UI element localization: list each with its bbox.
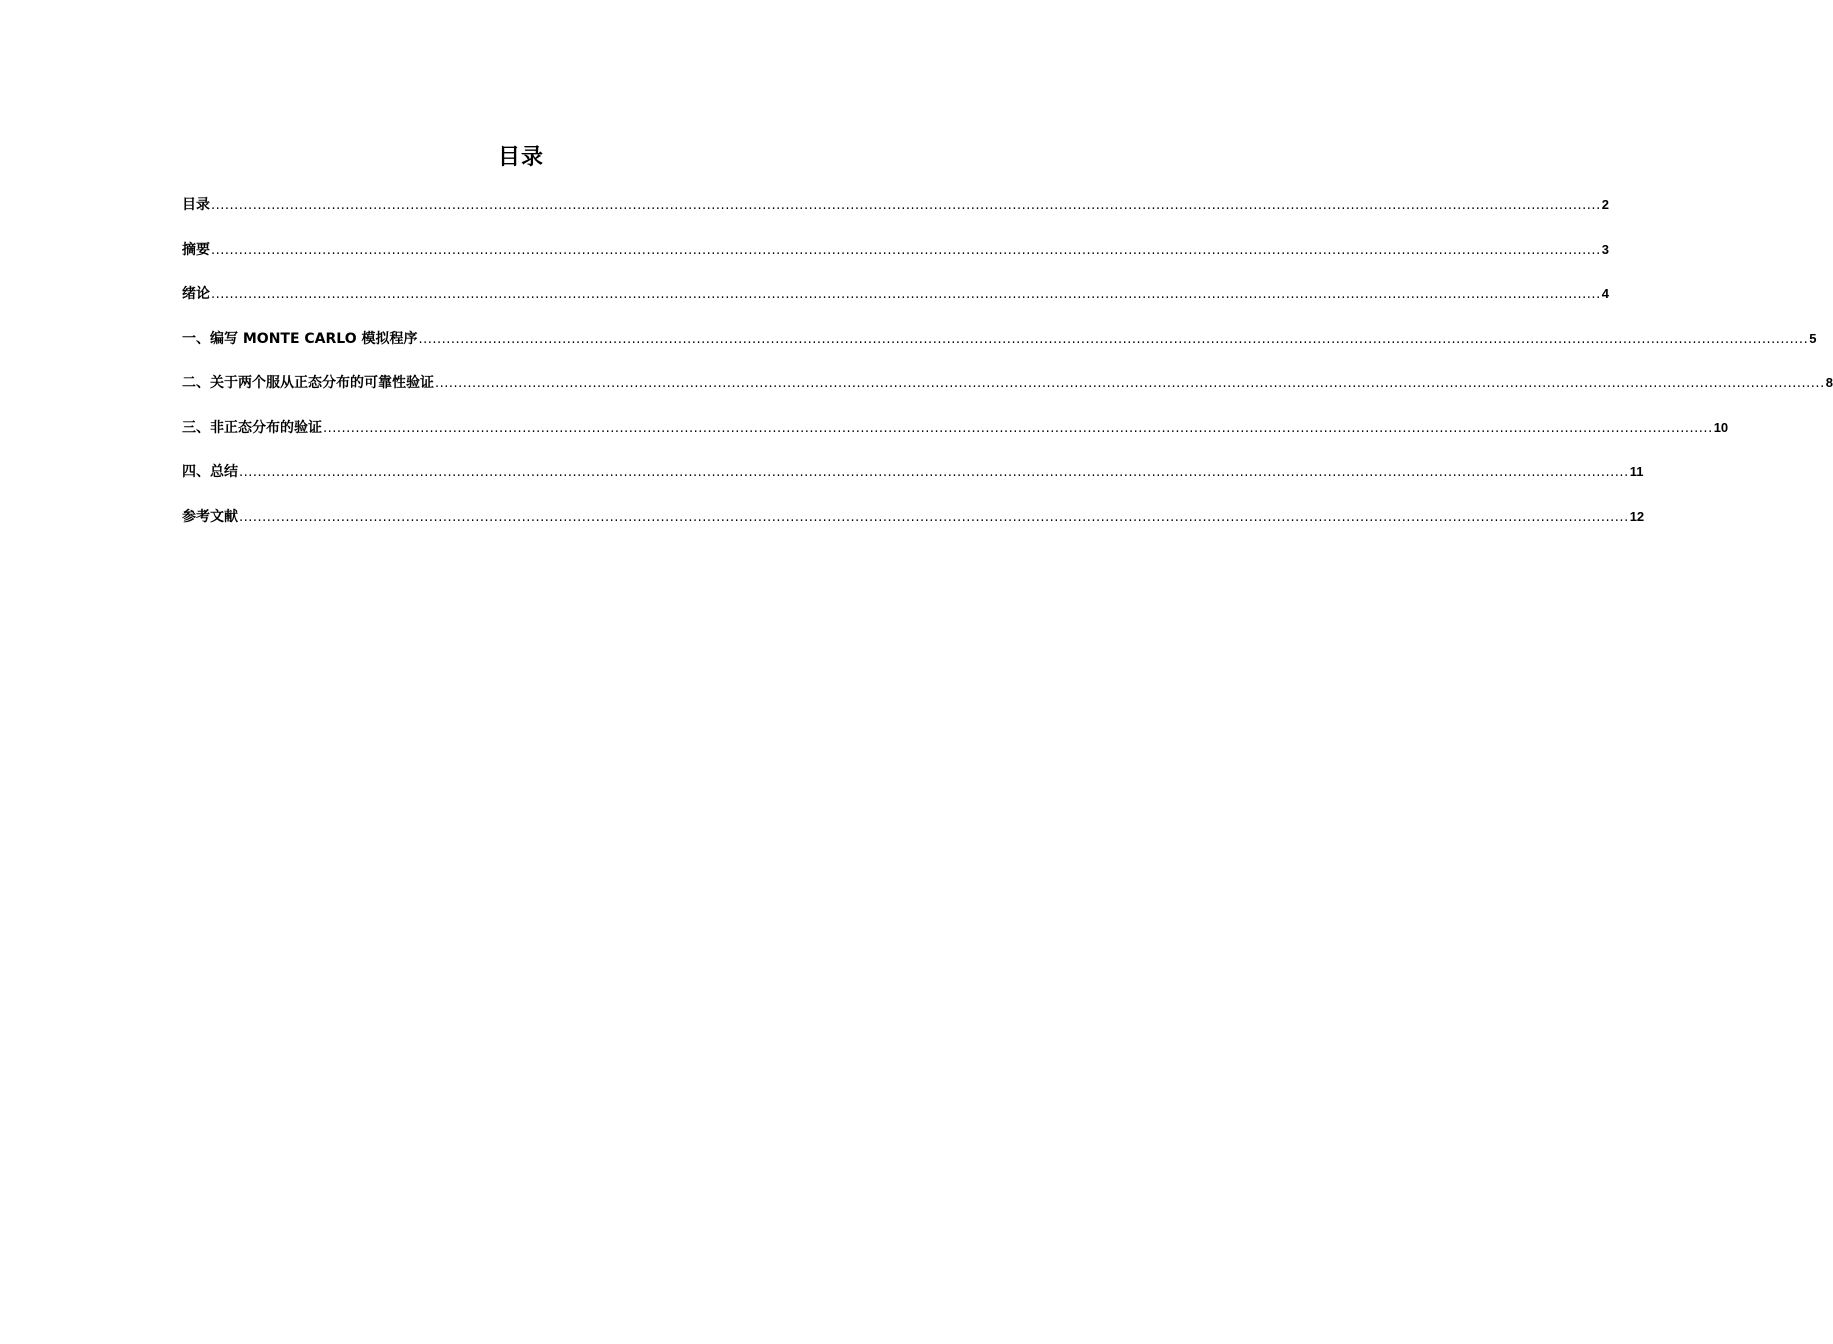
toc-entry-section-1[interactable] xyxy=(182,328,1817,373)
toc-page-number: 5 xyxy=(1809,330,1817,346)
table-of-contents xyxy=(182,194,1833,550)
dot-leader: ............................................................................................................................................................................................................................................................................................................ xyxy=(435,376,1825,391)
dot-leader: ............................................................................................................................................................................................................................................................................................................ xyxy=(211,198,1601,213)
dot-leader: ............................................................................................................................................................................................................................................................................................................ xyxy=(418,331,1809,347)
toc-entry-label: 四、总结 xyxy=(182,464,238,480)
toc-page-number: 8 xyxy=(1825,375,1833,390)
toc-entry-introduction[interactable] xyxy=(182,283,1609,328)
dot-leader: ............................................................................................................................................................................................................................................................................................................ xyxy=(211,242,1601,258)
toc-entry-label: 参考文献 xyxy=(182,508,238,525)
toc-entry-label: 三、非正态分布的验证 xyxy=(182,419,322,436)
toc-entry-section-2[interactable] xyxy=(182,372,1833,417)
toc-page-number: 3 xyxy=(1601,241,1609,257)
toc-entry-contents[interactable] xyxy=(182,194,1609,239)
toc-entry-references[interactable] xyxy=(182,506,1645,551)
dot-leader: ............................................................................................................................................................................................................................................................................................................ xyxy=(239,465,1629,480)
toc-entry-label: 绪论 xyxy=(182,286,210,302)
toc-entry-label: 一、编写 MONTE CARLO 模拟程序 xyxy=(182,330,418,347)
toc-entry-abstract[interactable] xyxy=(182,239,1609,284)
dot-leader: ............................................................................................................................................................................................................................................................................................................ xyxy=(239,509,1629,525)
toc-page-number: 4 xyxy=(1601,286,1609,301)
dot-leader: ............................................................................................................................................................................................................................................................................................................ xyxy=(323,420,1713,436)
toc-heading: 目录 xyxy=(497,145,544,170)
toc-page-number: 11 xyxy=(1629,464,1644,479)
toc-entry-section-3[interactable] xyxy=(182,417,1729,462)
toc-entry-label: 摘要 xyxy=(182,241,210,258)
dot-leader: ............................................................................................................................................................................................................................................................................................................ xyxy=(211,287,1601,302)
toc-page-number: 10 xyxy=(1713,419,1729,435)
toc-entry-section-4[interactable] xyxy=(182,461,1644,506)
toc-page-number: 2 xyxy=(1601,197,1609,212)
toc-entry-label: 二、关于两个服从正态分布的可靠性验证 xyxy=(182,375,434,391)
toc-entry-label: 目录 xyxy=(182,197,210,213)
toc-page-number: 12 xyxy=(1629,508,1645,524)
